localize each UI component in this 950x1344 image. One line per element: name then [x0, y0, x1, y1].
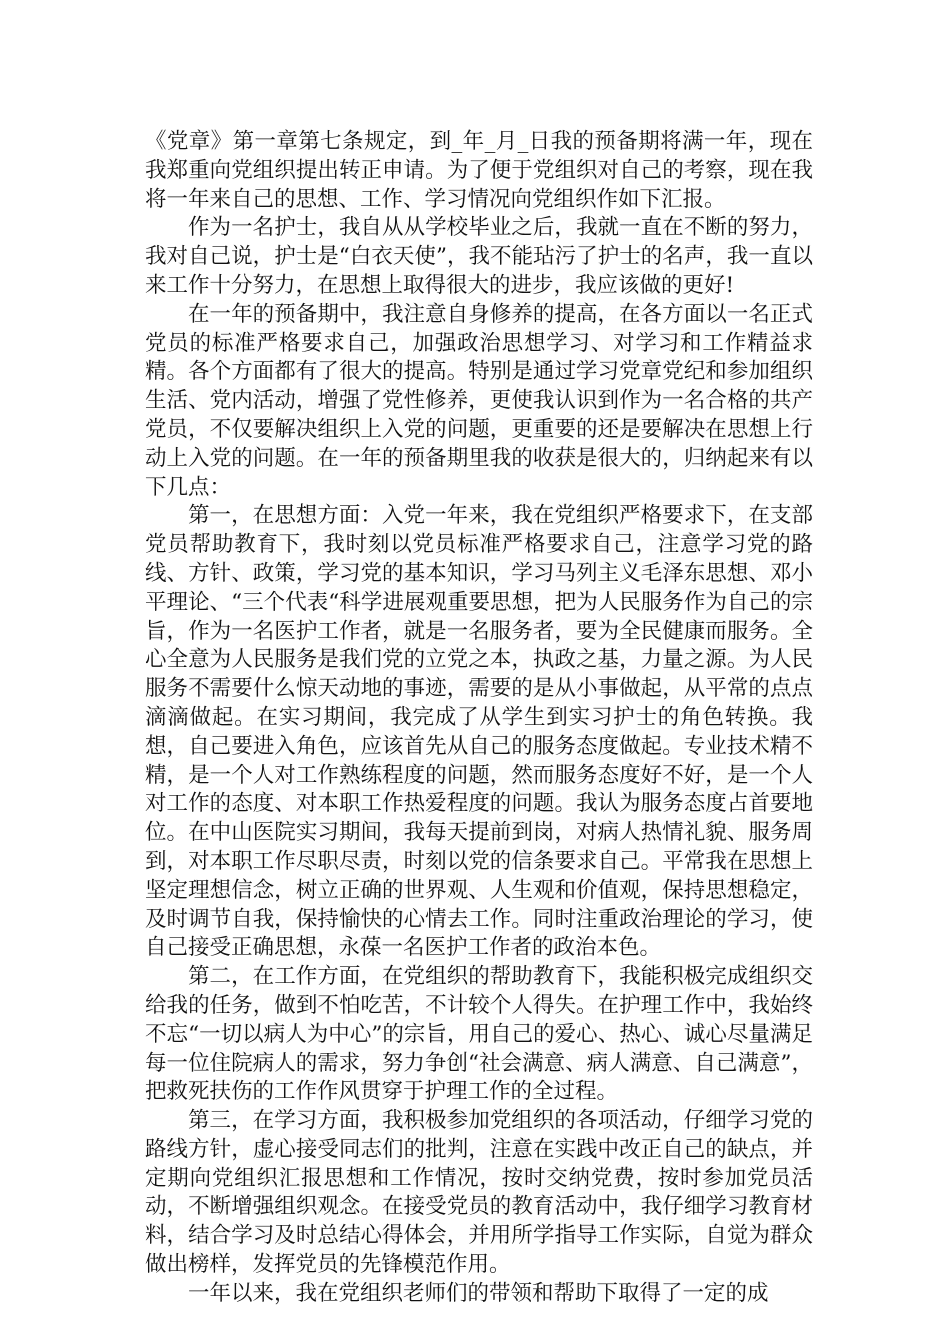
paragraph-thought: 第一，在思想方面：入党一年来，我在党组织严格要求下，在支部党员帮助教育下，我时刻以党员标准严格要求自己，注意学习党的路线、方针、政策，学习党的基本知识，学习马列主义毛泽东思想、邓小平理论、“三个代表“科学进展观重要思想，把为人民服务作为自己的宗旨，作为一名医护工作者，就是一名服务者，要为全民健康而服务。全心全意为人民服务是我们党的立党之本，执政之基，力量之源。为人民服务不需要什么惊天动地的事迹，需要的是从小事做起，从平常的点点滴滴做起。在实习期间，我完成了从学生到实习护士的角色转换。我想，自己要进入角色，应该首先从自己的服务态度做起。专业技术精不精，是一个人对工作熟练程度的问题，然而服务态度好不好，是一个人对工作的态度、对本职工作热爱程度的问题。我认为服务态度占首要地位。在中山医院实习期间，我每天提前到岗，对病人热情礼貌、服务周到，对本职工作尽职尽责，时刻以党的信条要求自己。平常我在思想上坚定理想信念，树立正确的世界观、人生观和价值观，保持思想稳定，及时调节自我，保持愉快的心情去工作。同时注重政治理论的学习，使自己接受正确思想，永葆一名医护工作者的政治本色。	[145, 503, 813, 961]
paragraph-work: 第二，在工作方面，在党组织的帮助教育下，我能积极完成组织交给我的任务，做到不怕吃苦，不计较个人得失。在护理工作中，我始终不忘“一切以病人为中心”的宗旨，用自己的爱心、热心、诚心尽量满足每一位住院病人的需求，努力争创“社会满意、病人满意、自己满意”，把救死扶伤的工作作风贯穿于护理工作的全过程。	[145, 964, 813, 1105]
paragraph-probation-overview: 在一年的预备期中，我注意自身修养的提高，在各方面以一名正式党员的标准严格要求自己，加强政治思想学习、对学习和工作精益求精。各个方面都有了很大的提高。特别是通过学习党章党纪和参加组织生活、党内活动，增强了党性修养，更使我认识到作为一名合格的共产党员，不仅要解决组织上入党的问题，更重要的还是要解决在思想上行动上入党的问题。在一年的预备期里我的收获是很大的，归纳起来有以下几点：	[145, 301, 813, 500]
paragraph-intro: 《党章》第一章第七条规定，到_年_月_日我的预备期将满一年，现在我郑重向党组织提出转正申请。为了便于党组织对自己的考察，现在我将一年来自己的思想、工作、学习情况向党组织作如下汇报。	[145, 129, 813, 212]
document-body	[145, 128, 813, 1309]
paragraph-summary: 一年以来，我在党组织老师们的带领和帮助下取得了一定的成	[188, 1280, 769, 1306]
paragraph-study: 第三，在学习方面，我积极参加党组织的各项活动，仔细学习党的路线方针，虚心接受同志们的批判，注意在实践中改正自己的缺点，并定期向党组织汇报思想和工作情况，按时交纳党费，按时参加党员活动，不断增强组织观念。在接受党员的教育活动中，我仔细学习教育材料，结合学习及时总结心得体会，并用所学指导工作实际，自觉为群众做出榜样，发挥党员的先锋模范作用。	[145, 1108, 813, 1278]
paragraph-nurse-background: 作为一名护士，我自从从学校毕业之后，我就一直在不断的努力，我对自己说，护士是“白衣天使”，我不能玷污了护士的名声，我一直以来工作十分努力，在思想上取得很大的进步，我应该做的更好!	[145, 215, 813, 298]
